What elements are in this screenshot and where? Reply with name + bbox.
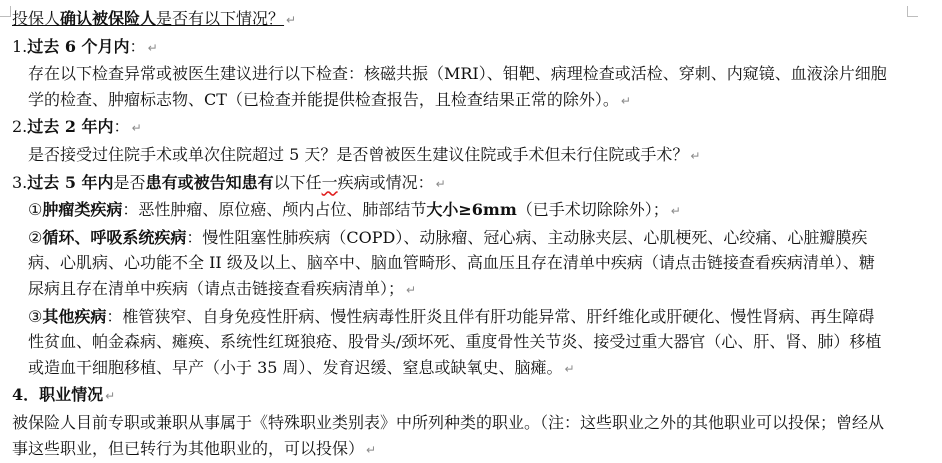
paragraph-mark-icon: ↵	[131, 121, 142, 136]
section-1-heading	[12, 34, 890, 62]
section-3-text-2: 以下任	[273, 172, 322, 192]
section-3-item-3	[12, 304, 890, 383]
crop-mark-top-right	[907, 6, 918, 17]
item-1-text-2: （已手术切除除外）；	[516, 200, 669, 220]
paragraph-mark-icon: ↵	[147, 40, 158, 55]
section-3-text-3: 疾病或情况：	[337, 172, 434, 192]
paragraph-mark-icon: ↵	[690, 148, 701, 163]
item-1-text-1: ：恶性肿瘤、原位癌、颅内占位、肺部结节	[122, 200, 427, 220]
item-2-text: ：慢性阻塞性肺疾病（COPD）、动脉瘤、冠心病、主动脉夹层、心肌梗死、心绞痛、心脏瓣膜疾病、心肌病、心功能不全 II 级及以上、脑卒中、脑血管畸形、高血压且存在清单中疾病（请点击链接查看疾病清单）、糖尿病且存在清单中疾病（请点击链接查看疾病清单）；	[28, 227, 875, 298]
section-1-colon: ：	[129, 36, 146, 56]
intro-line	[12, 6, 890, 34]
intro-text-3: 是否有以下情况？	[156, 9, 285, 28]
paragraph-mark-icon: ↵	[670, 204, 681, 219]
item-3-text: ：椎管狭窄、自身免疫性肝病、慢性病毒性肝炎且伴有肝功能异常、肝纤维化或肝硬化、慢性肾病、再生障碍性贫血、帕金森病、瘫痪、系统性红斑狼疮、股骨头/颈坏死、重度骨性关节炎、接受过重大器官（心、肝、肾、肺）移植或造血干细胞移植、早产（小于 35 周）、发育迟缓、窒息或缺氧史、脑瘫。	[28, 306, 882, 377]
item-3-marker: ③	[28, 306, 43, 326]
section-3-heading	[12, 170, 890, 198]
section-4-heading	[12, 382, 890, 410]
item-2-title: 循环、呼吸系统疾病	[42, 227, 187, 247]
paragraph-mark-icon: ↵	[406, 282, 417, 297]
intro-text-bold: 确认被保险人	[60, 9, 157, 28]
section-3-number: 3.	[12, 172, 28, 192]
section-4-body-text: 被保险人目前专职或兼职从事属于《特殊职业类别表》中所列种类的职业。（注：这些职业之外的其他职业可以投保；曾经从事这些职业，但已转行为其他职业的，可以投保）	[12, 412, 885, 458]
section-3-bold-text: 患有或被告知患有	[145, 172, 274, 192]
item-1-bold-text: 大小≥6mm	[426, 200, 517, 220]
section-3-item-1	[12, 197, 890, 225]
paragraph-mark-icon: ↵	[105, 389, 116, 404]
intro-underlined	[12, 9, 284, 28]
paragraph-mark-icon: ↵	[286, 13, 297, 27]
paragraph-mark-icon: ↵	[564, 361, 575, 376]
section-4-body	[12, 410, 890, 463]
document-body	[12, 6, 890, 463]
item-3-title: 其他疾病	[42, 306, 107, 326]
section-2-colon: ：	[113, 117, 130, 137]
section-4-title: 4．职业情况	[12, 385, 104, 405]
section-1-title: 过去 6 个月内	[27, 36, 130, 56]
section-3-text-1: 是否	[113, 172, 146, 192]
item-2-marker: ②	[28, 227, 43, 247]
section-2-number: 2.	[12, 117, 28, 137]
section-2-body-text: 是否接受过住院手术或单次住院超过 5 天？是否曾被医生建议住院或手术但未行住院或手术？	[28, 144, 689, 164]
section-2-body	[12, 142, 890, 170]
section-2-title: 过去 2 年内	[27, 117, 114, 137]
item-1-marker: ①	[28, 200, 43, 220]
paragraph-mark-icon: ↵	[366, 442, 377, 457]
section-1-body	[12, 61, 890, 114]
crop-mark-top-left	[0, 6, 11, 17]
intro-text-1: 投保人	[12, 9, 61, 28]
spellcheck-underline: 一	[321, 172, 338, 192]
section-1-number: 1.	[12, 36, 28, 56]
section-2-heading	[12, 114, 890, 142]
item-1-title: 肿瘤类疾病	[42, 200, 123, 220]
paragraph-mark-icon: ↵	[620, 93, 631, 108]
paragraph-mark-icon: ↵	[435, 176, 446, 191]
section-3-item-2	[12, 225, 890, 304]
section-1-body-text: 存在以下检查异常或被医生建议进行以下检查：核磁共振（MRI）、钼靶、病理检查或活检、穿刺、内窥镜、血液涂片细胞学的检查、肿瘤标志物、CT（已检查并能提供检查报告，且检查结果正常的除外）。	[28, 64, 887, 109]
section-3-title: 过去 5 年内	[27, 172, 114, 192]
